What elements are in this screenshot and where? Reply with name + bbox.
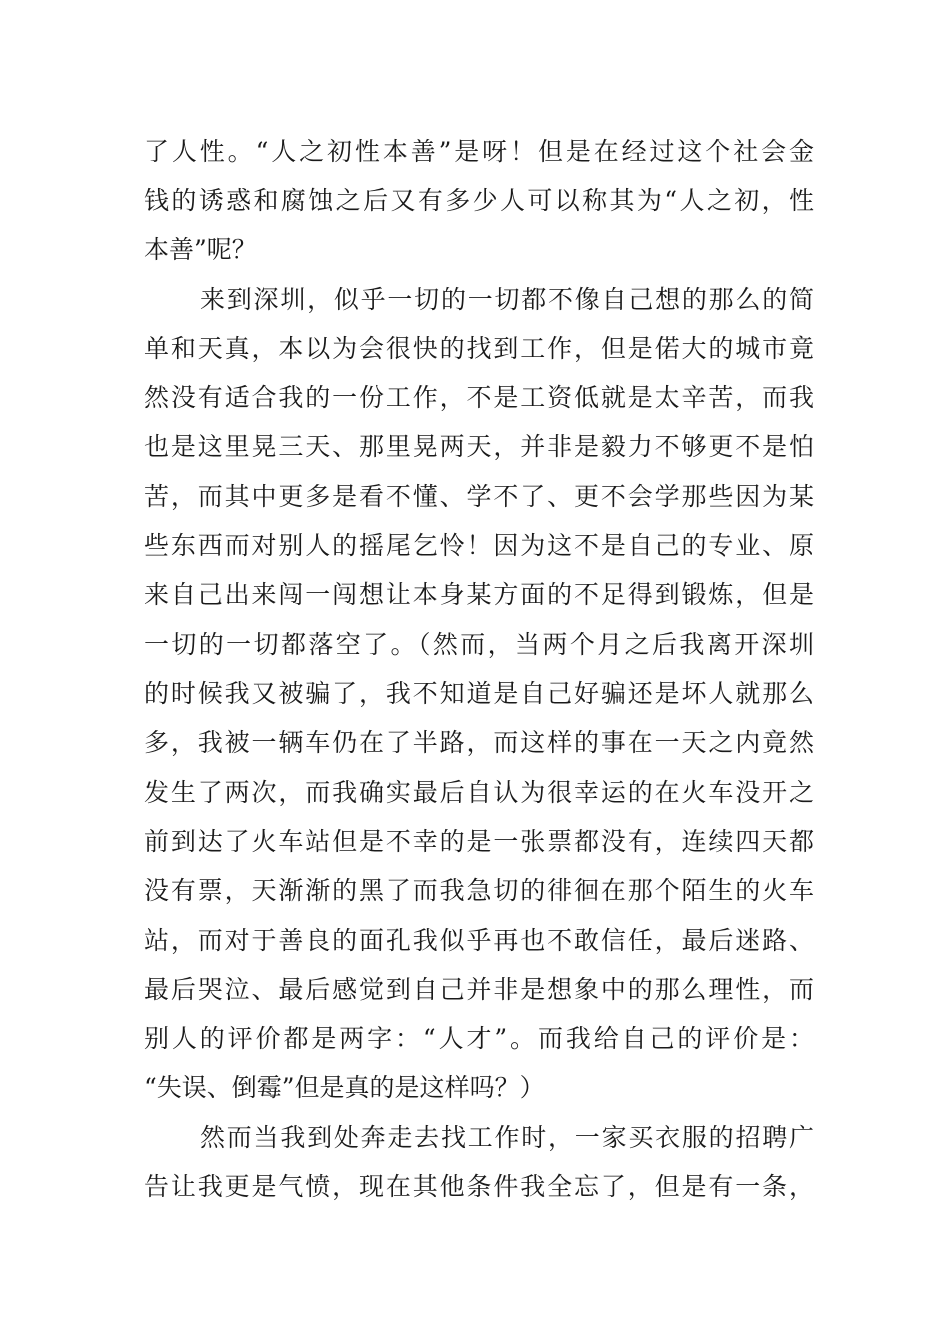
paragraph-first-line: 来到深圳，似乎一切的一切都不像自己想的那么的简	[200, 285, 814, 314]
text-line: 别人的评价都是两字：“人才”。而我给自己的评价是：	[144, 1024, 814, 1053]
text-line: 站，而对于善良的面孔我似乎再也不敢信任，最后迷路、	[144, 926, 814, 955]
text-line: 告让我更是气愤，现在其他条件我全忘了，但是有一条，	[144, 1172, 814, 1201]
text-line: “失误、倒霉”但是真的是这样吗？）	[144, 1073, 545, 1102]
text-line: 本善”呢？	[144, 235, 257, 264]
text-line: 最后哭泣、最后感觉到自己并非是想象中的那么理性，而	[144, 975, 814, 1004]
text-line: 些东西而对别人的摇尾乞怜！因为这不是自己的专业、原	[144, 531, 814, 560]
text-line: 发生了两次，而我确实最后自认为很幸运的在火车没开之	[144, 778, 814, 807]
text-line: 苦，而其中更多是看不懂、学不了、更不会学那些因为某	[144, 482, 814, 511]
paragraph-first-line: 然而当我到处奔走去找工作时，一家买衣服的招聘广	[200, 1123, 814, 1152]
text-line: 来自己出来闯一闯想让本身某方面的不足得到锻炼，但是	[144, 580, 814, 609]
text-line: 单和天真，本以为会很快的找到工作，但是偌大的城市竟	[144, 334, 814, 363]
text-line: 的时候我又被骗了，我不知道是自己好骗还是坏人就那么	[144, 679, 814, 708]
text-line: 前到达了火车站但是不幸的是一张票都没有，连续四天都	[144, 827, 814, 856]
text-line: 了人性。“人之初性本善”是呀！但是在经过这个社会金	[144, 137, 814, 166]
text-line: 多，我被一辆车仍在了半路，而这样的事在一天之内竟然	[144, 728, 814, 757]
text-line: 也是这里晃三天、那里晃两天，并非是毅力不够更不是怕	[144, 432, 814, 461]
text-line: 没有票，天渐渐的黑了而我急切的徘徊在那个陌生的火车	[144, 876, 814, 905]
text-line: 然没有适合我的一份工作，不是工资低就是太辛苦，而我	[144, 383, 814, 412]
text-line: 钱的诱惑和腐蚀之后又有多少人可以称其为“人之初，性	[144, 186, 814, 215]
text-line: 一切的一切都落空了。（然而，当两个月之后我离开深圳	[144, 630, 814, 659]
